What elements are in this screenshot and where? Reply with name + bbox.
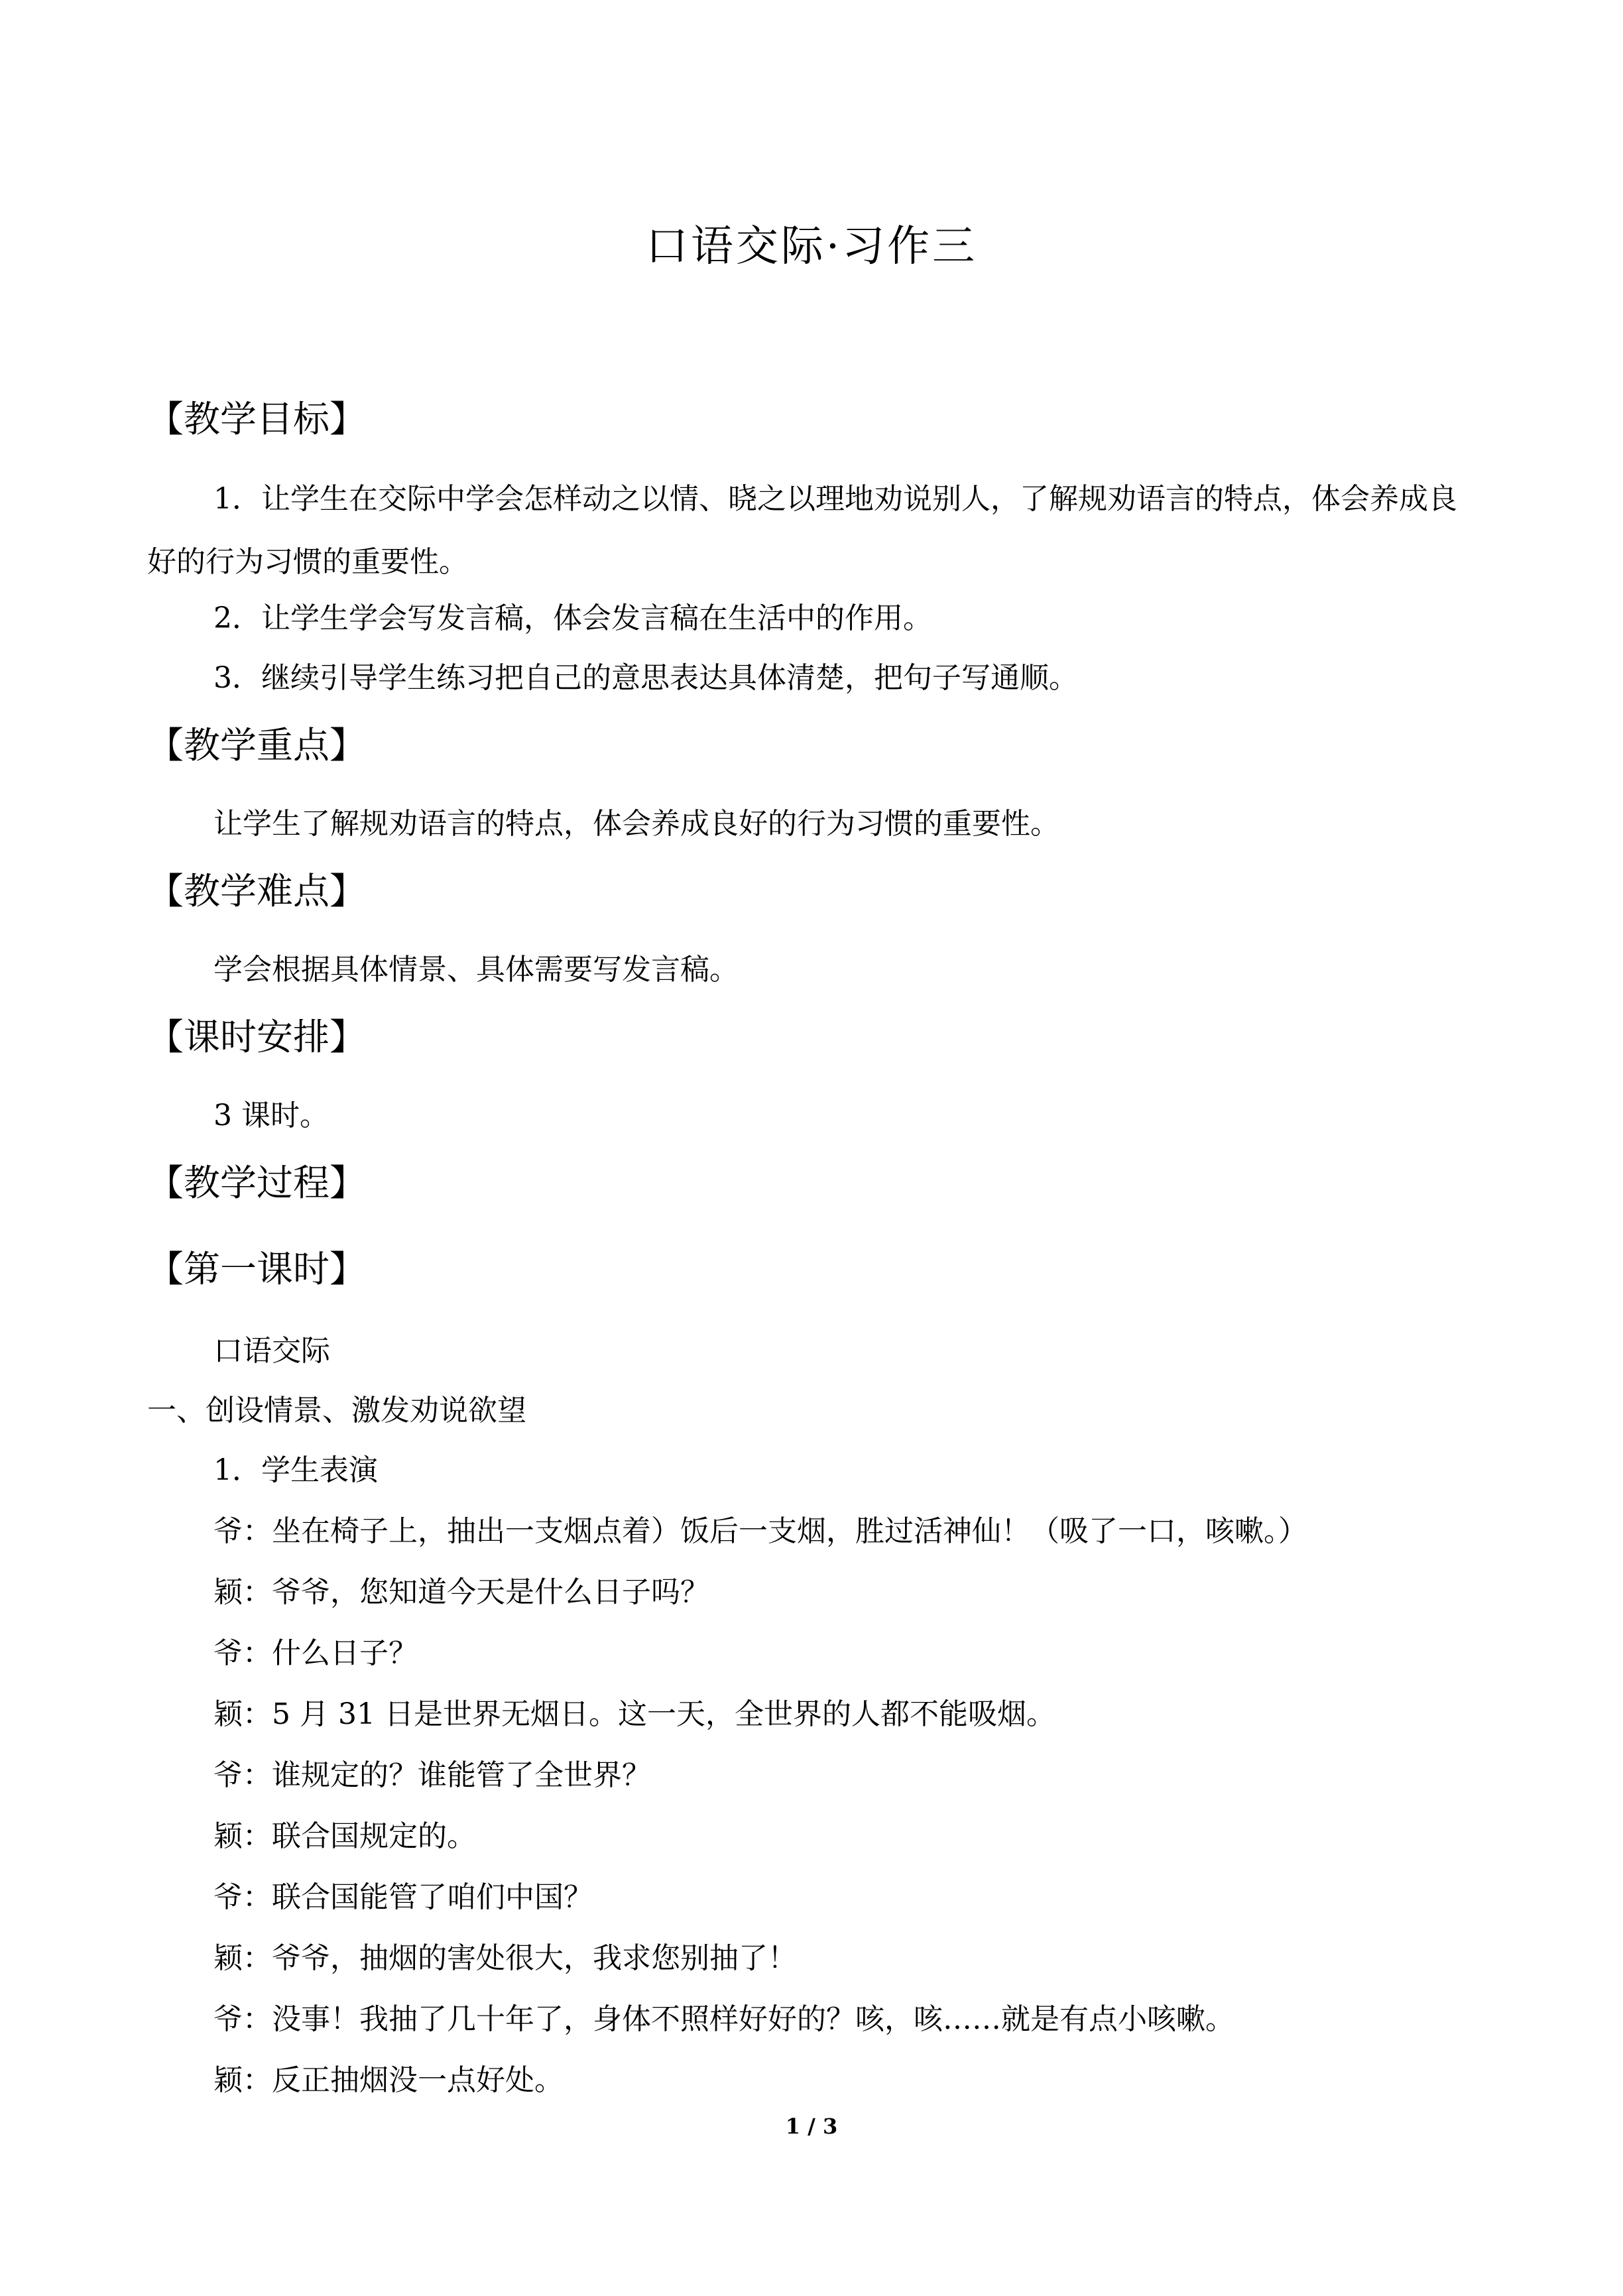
sub-step-1: 1．学生表演 — [213, 1453, 378, 1487]
teaching-difficulty-text: 学会根据具体情景、具体需要写发言稿。 — [213, 953, 739, 987]
heading-lesson-1: 【第一课时】 — [147, 1248, 367, 1290]
heading-teaching-process: 【教学过程】 — [147, 1162, 367, 1204]
teaching-key-text: 让学生了解规劝语言的特点，体会养成良好的行为习惯的重要性。 — [213, 807, 1059, 841]
dialogue-line: 爷：谁规定的？谁能管了全世界？ — [213, 1758, 651, 1792]
dialogue-line: 颖：爷爷，抽烟的害处很大，我求您别抽了！ — [213, 1941, 797, 1975]
schedule-text: 3 课时。 — [213, 1099, 329, 1132]
page-title: 口语交际·习作三 — [645, 222, 978, 271]
page-number: 1 / 3 — [785, 2114, 838, 2139]
dialogue-line: 颖：爷爷，您知道今天是什么日子吗？ — [213, 1575, 709, 1609]
heading-teaching-key: 【教学重点】 — [147, 724, 367, 766]
dialogue-line: 爷：联合国能管了咱们中国？ — [213, 1880, 593, 1914]
dialogue-line: 爷：没事！我抽了几十年了，身体不照样好好的？咳，咳……就是有点小咳嗽。 — [213, 2002, 1234, 2036]
dialogue-line: 颖：5 月 31 日是世界无烟日。这一天，全世界的人都不能吸烟。 — [213, 1697, 1055, 1731]
goal-item-3: 3．继续引导学生练习把自己的意思表达具体清楚，把句子写通顺。 — [213, 661, 1078, 695]
step-1-title: 一、创设情景、激发劝说欲望 — [147, 1394, 526, 1427]
dialogue-line: 颖：联合国规定的。 — [213, 1819, 476, 1853]
heading-teaching-goals: 【教学目标】 — [147, 398, 367, 440]
heading-schedule: 【课时安排】 — [147, 1016, 367, 1058]
goal-item-1: 1．让学生在交际中学会怎样动之以情、晓之以理地劝说别人，了解规劝语言的特点，体会养成良好的行为习惯的重要性。 — [147, 482, 1457, 579]
dialogue-line: 爷：什么日子？ — [213, 1636, 418, 1670]
goal-item-2: 2．让学生学会写发言稿，体会发言稿在生活中的作用。 — [213, 601, 932, 635]
dialogue-line: 爷：坐在椅子上，抽出一支烟点着）饭后一支烟，胜过活神仙！（吸了一口，咳嗽。） — [213, 1514, 1307, 1548]
dialogue-line: 颖：反正抽烟没一点好处。 — [213, 2063, 564, 2097]
heading-teaching-difficulty: 【教学难点】 — [147, 870, 367, 912]
lesson-1-subtitle: 口语交际 — [213, 1334, 330, 1368]
